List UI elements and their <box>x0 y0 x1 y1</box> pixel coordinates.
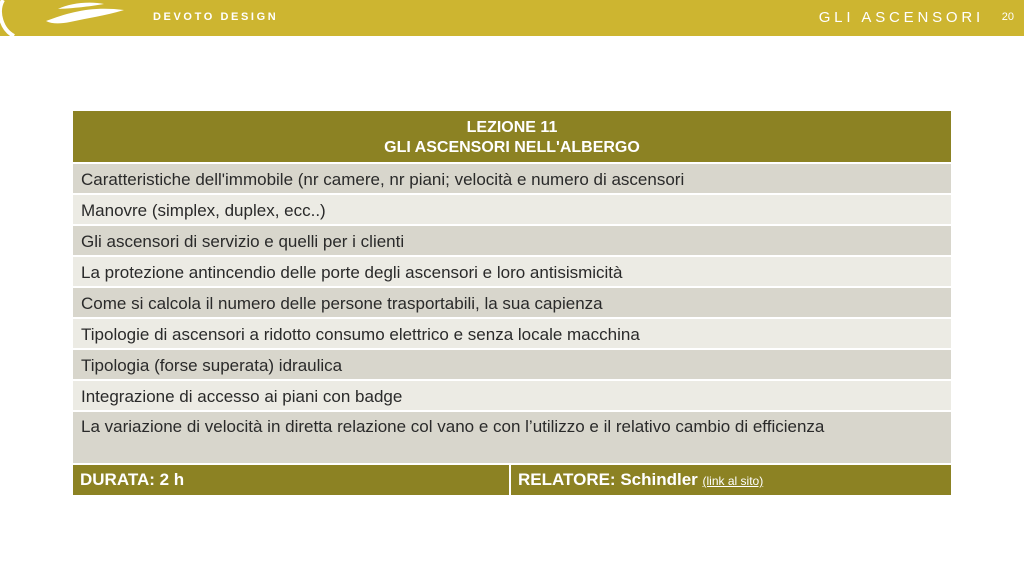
topic-row: Gli ascensori di servizio e quelli per i clienti <box>73 226 951 257</box>
topic-row: Caratteristiche dell'immobile (nr camere, nr piani; velocità e numero di ascensori <box>73 164 951 195</box>
lesson-table <box>73 111 951 495</box>
speaker-label: RELATORE: Schindler <box>518 470 698 489</box>
lesson-title: GLI ASCENSORI NELL'ALBERGO <box>384 139 640 156</box>
topic-row: La variazione di velocità in diretta relazione col vano e con l’utilizzo e il relativo cambio di efficienza <box>73 412 951 465</box>
speaker-cell <box>511 465 951 495</box>
topic-row: La protezione antincendio delle porte degli ascensori e loro antisismicità <box>73 257 951 288</box>
speaker-site-link[interactable]: (link al sito) <box>702 474 764 488</box>
lesson-number: LEZIONE 11 <box>466 119 558 136</box>
lesson-header <box>73 111 951 164</box>
topic-row: Integrazione di accesso ai piani con badge <box>73 381 951 412</box>
topic-row: Come si calcola il numero delle persone trasportabili, la sua capienza <box>73 288 951 319</box>
topic-row: Manovre (simplex, duplex, ecc..) <box>73 195 951 226</box>
topic-row: Tipologie di ascensori a ridotto consumo elettrico e senza locale macchina <box>73 319 951 350</box>
section-title: GLI ASCENSORI <box>818 9 984 26</box>
logo-wave-icon <box>0 0 140 36</box>
topic-row: Tipologia (forse superata) idraulica <box>73 350 951 381</box>
duration-cell: DURATA: 2 h <box>73 465 511 495</box>
top-bar <box>0 0 1024 36</box>
lesson-footer <box>73 465 951 495</box>
page-number: 20 <box>1001 11 1014 23</box>
brand-name: DEVOTO DESIGN <box>153 11 279 23</box>
